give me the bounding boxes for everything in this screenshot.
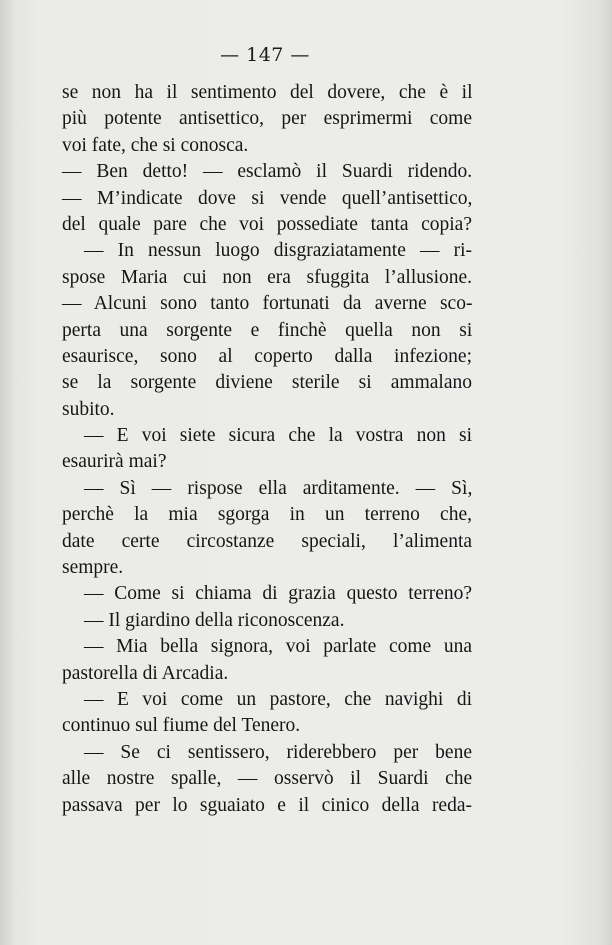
- text-line: — Se ci sentissero, riderebbero per bene: [84, 741, 472, 763]
- text-line: — Ben detto! — esclamò il Suardi ridendo.: [62, 161, 473, 183]
- text-line: spose Maria cui non era sfuggita l’allusione.: [62, 266, 473, 288]
- text-line: — M’indicate dove si vende quell’antisettico,: [62, 187, 473, 209]
- text-line: — Sì — rispose ella arditamente. — Sì,: [84, 477, 473, 499]
- page-text-body: [62, 80, 472, 819]
- text-line: — Il giardino della riconoscenza.: [84, 609, 345, 631]
- text-line: continuo sul fiume del Tenero.: [62, 715, 301, 737]
- text-line: più potente antisettico, per esprimermi come: [62, 108, 472, 130]
- text-line: esaurirà mai?: [62, 451, 167, 473]
- text-line: — E voi come un pastore, che navighi di: [84, 688, 472, 710]
- text-line: — Mia bella signora, voi parlate come una: [84, 636, 472, 658]
- text-line: — Come si chiama di grazia questo terreno?: [84, 583, 473, 605]
- text-line: date certe circostanze speciali, l’alimenta: [62, 530, 473, 552]
- text-line: del quale pare che voi possediate tanta copia?: [62, 213, 472, 235]
- text-line: — Alcuni sono tanto fortunati da averne sco-: [62, 293, 473, 315]
- text-line: voi fate, che si conosca.: [62, 134, 249, 156]
- text-line: alle nostre spalle, — osservò il Suardi che: [62, 768, 473, 790]
- text-line: subito.: [62, 398, 115, 420]
- text-line: se la sorgente diviene sterile si ammalano: [62, 372, 472, 394]
- page-number: — 147 —: [220, 44, 310, 66]
- text-line: — In nessun luogo disgraziatamente — ri-: [84, 240, 472, 262]
- text-line: — E voi siete sicura che la vostra non si: [84, 425, 472, 447]
- text-line: sempre.: [62, 557, 124, 579]
- text-line: perchè la mia sgorga in un terreno che,: [62, 504, 472, 526]
- text-line: pastorella di Arcadia.: [62, 662, 229, 684]
- text-line: perta una sorgente e finchè quella non si: [62, 319, 473, 341]
- text-line: se non ha il sentimento del dovere, che è il: [62, 82, 473, 103]
- text-line: esaurisce, sono al coperto dalla infezione;: [62, 345, 472, 367]
- text-line: passava per lo sguaiato e il cinico della reda-: [62, 794, 472, 816]
